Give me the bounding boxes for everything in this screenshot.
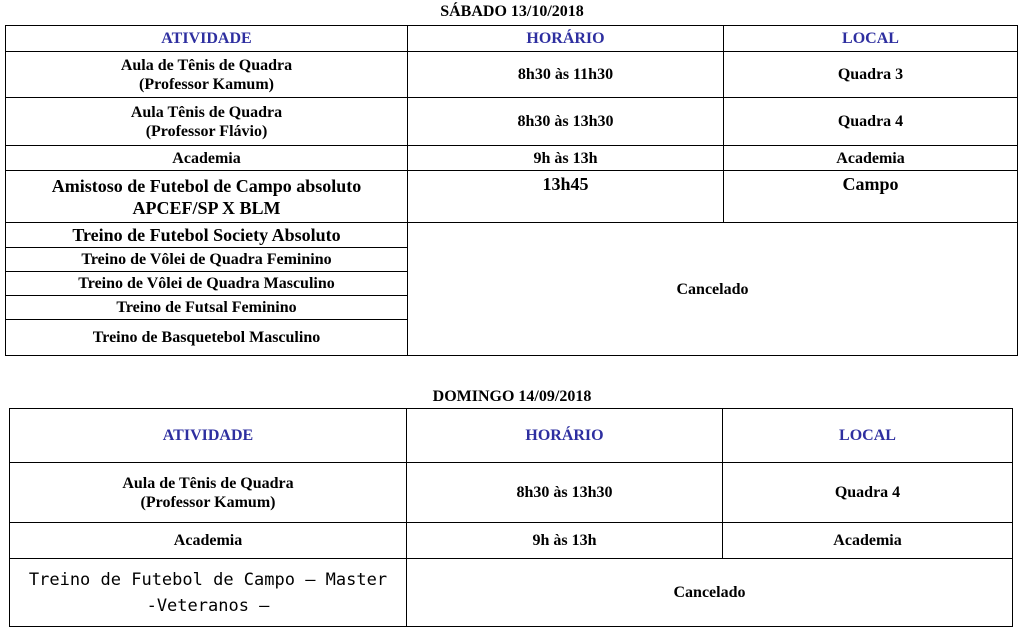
activity-name: Aula de Tênis de Quadra: [122, 474, 294, 492]
activity-cell: [6, 98, 408, 146]
activity-name: Aula de Tênis de Quadra: [120, 56, 293, 74]
place-cell: Campo: [724, 171, 1018, 223]
activity-cell: [10, 463, 407, 523]
activity-name: Treino de Futebol de Campo – Master: [28, 569, 388, 590]
header-place: LOCAL: [723, 409, 1013, 463]
cancelled-cell: Cancelado: [407, 559, 1013, 627]
place-cell: Academia: [724, 146, 1018, 171]
activity-cell: Treino de Futebol Society Absoluto: [6, 223, 408, 248]
sunday-schedule-table: [9, 408, 1013, 627]
table-row: [6, 98, 1018, 146]
activity-name: Aula Tênis de Quadra: [130, 103, 283, 121]
time-cell: 8h30 às 13h30: [408, 98, 724, 146]
activity-cell: Academia: [6, 146, 408, 171]
activity-cell: [6, 171, 408, 223]
activity-detail: APCEF/SP X BLM: [132, 197, 281, 218]
time-cell: 13h45: [408, 171, 724, 223]
table-row: [10, 559, 1013, 627]
place-cell: Quadra 4: [724, 98, 1018, 146]
table-row: [10, 463, 1013, 523]
table-row: [6, 146, 1018, 171]
table-row: [10, 523, 1013, 559]
header-time: HORÁRIO: [408, 26, 724, 52]
time-cell: 8h30 às 11h30: [408, 52, 724, 98]
activity-detail: (Professor Kamum): [140, 493, 276, 511]
activity-name: Amistoso de Futebol de Campo absoluto: [51, 175, 362, 196]
place-cell: Quadra 3: [724, 52, 1018, 98]
table-row: [6, 171, 1018, 223]
table-header-row: [10, 409, 1013, 463]
activity-cell: Academia: [10, 523, 407, 559]
activity-cell: Treino de Vôlei de Quadra Masculino: [6, 272, 408, 296]
cancelled-cell: Cancelado: [408, 223, 1018, 356]
activity-detail: (Professor Flávio): [145, 122, 268, 140]
activity-detail: (Professor Kamum): [139, 75, 274, 93]
table-row: [6, 52, 1018, 98]
activity-cell: Treino de Futsal Feminino: [6, 296, 408, 320]
saturday-title: SÁBADO 13/10/2018: [440, 3, 584, 20]
time-cell: 8h30 às 13h30: [407, 463, 723, 523]
header-time: HORÁRIO: [407, 409, 723, 463]
table-row: [6, 223, 1018, 248]
sunday-title: DOMINGO 14/09/2018: [432, 388, 592, 405]
header-activity: ATIVIDADE: [10, 409, 407, 463]
place-cell: Quadra 4: [723, 463, 1013, 523]
header-place: LOCAL: [724, 26, 1018, 52]
time-cell: 9h às 13h: [408, 146, 724, 171]
table-header-row: [6, 26, 1018, 52]
header-activity: ATIVIDADE: [6, 26, 408, 52]
place-cell: Academia: [723, 523, 1013, 559]
activity-cell: Treino de Basquetebol Masculino: [6, 320, 408, 356]
time-cell: 9h às 13h: [407, 523, 723, 559]
activity-cell: Treino de Vôlei de Quadra Feminino: [6, 248, 408, 272]
activity-detail: -Veteranos –: [146, 595, 270, 616]
saturday-schedule-table: [5, 25, 1018, 356]
activity-cell: [6, 52, 408, 98]
activity-cell: [10, 559, 407, 627]
